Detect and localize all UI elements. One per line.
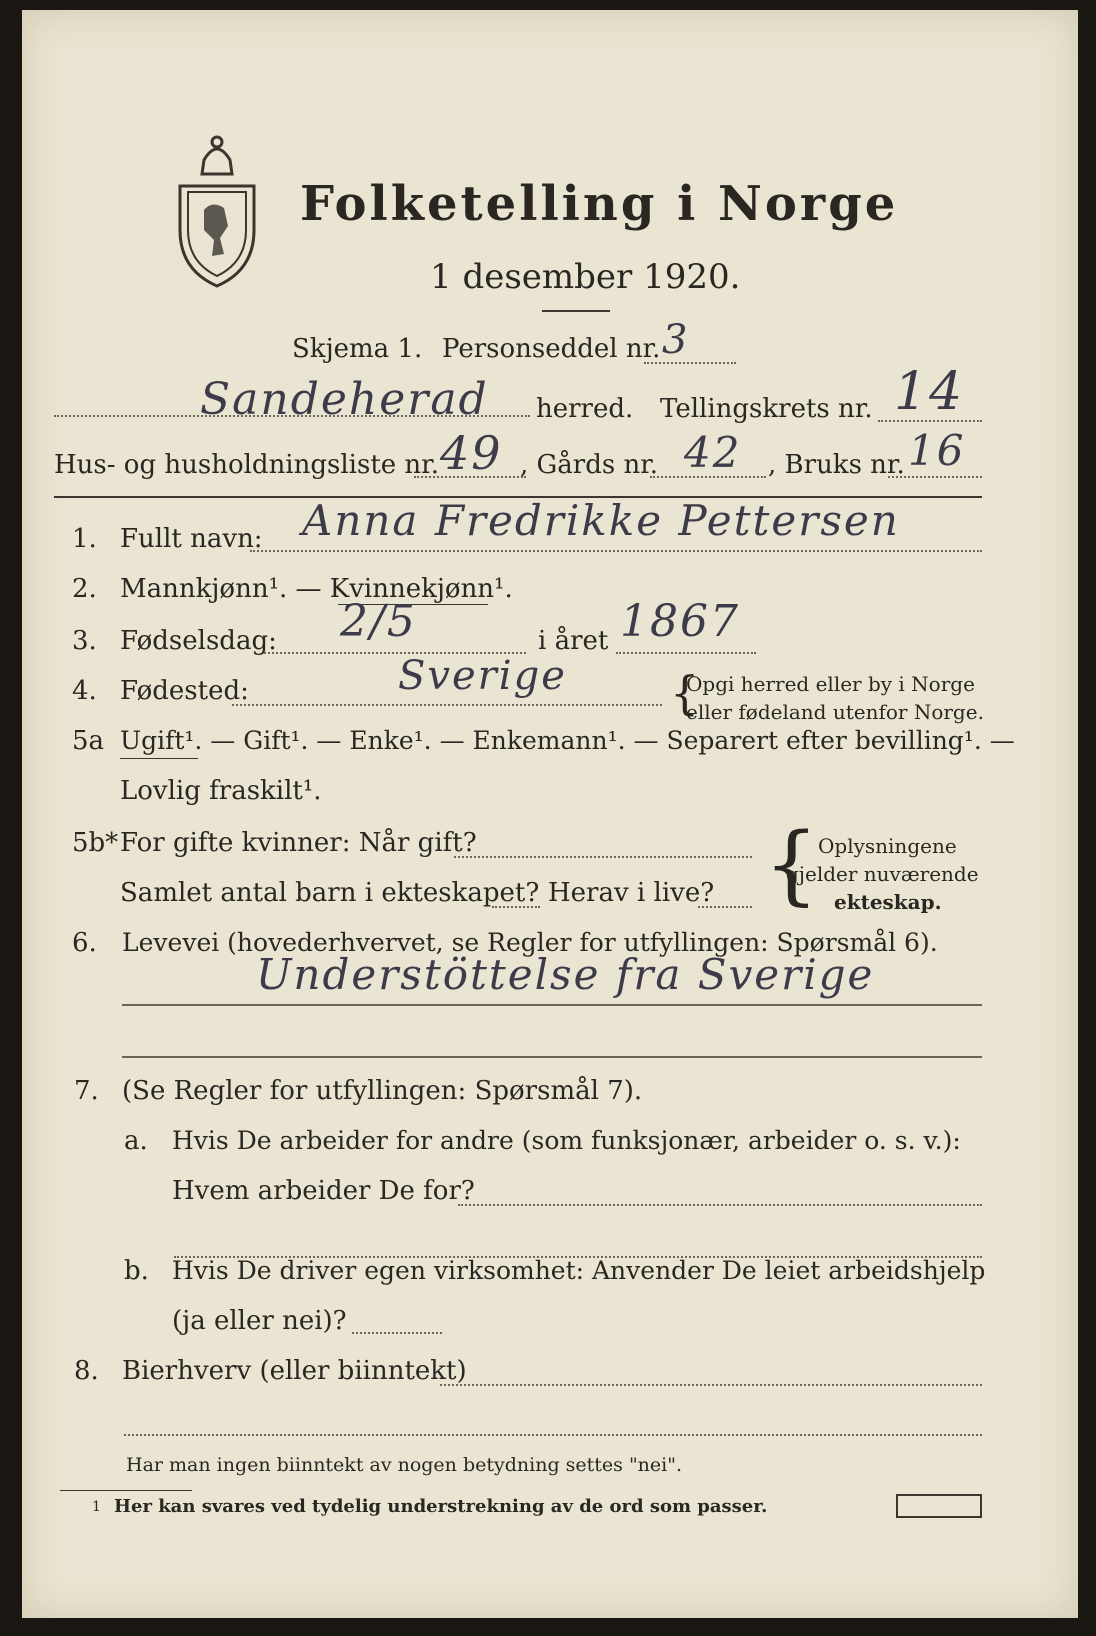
- q5b-line2b: Herav i live?: [548, 878, 715, 908]
- q6-line1[interactable]: [122, 1004, 982, 1006]
- q3-year-label: i året: [538, 626, 609, 656]
- q5a-underline-ugift: [120, 758, 198, 759]
- q5b-note-line2: gjelder nuværende: [786, 862, 979, 886]
- norway-coat-of-arms-icon: [174, 130, 260, 290]
- q4-field[interactable]: [232, 704, 662, 706]
- q5b-line2a: Samlet antal barn i ekteskapet?: [120, 878, 540, 908]
- q7b-letter: b.: [124, 1256, 149, 1286]
- q1-number: 1.: [72, 524, 97, 554]
- tellingskrets-value: 14: [894, 362, 965, 422]
- bruks-field[interactable]: [888, 476, 982, 478]
- q5b-note-line1: Oplysningene: [818, 834, 957, 858]
- q8-field-2[interactable]: [124, 1434, 982, 1436]
- q1-value: Anna Fredrikke Pettersen: [302, 496, 900, 545]
- census-form-page: [22, 10, 1078, 1618]
- gards-label: , Gårds nr.: [520, 450, 659, 480]
- q3-year-field[interactable]: [616, 652, 756, 654]
- q5b-note-line3: ekteskap.: [834, 890, 942, 914]
- q2-label: Mannkjønn¹. — Kvinnekjønn¹.: [120, 574, 513, 604]
- q2-number: 2.: [72, 574, 97, 604]
- form-date: 1 desember 1920.: [430, 257, 741, 297]
- q4-note-line2: eller fødeland utenfor Norge.: [686, 700, 984, 724]
- footnote-mark: 1: [92, 1499, 101, 1515]
- q5a-line1: Ugift¹. — Gift¹. — Enke¹. — Enkemann¹. — Separert efter bevilling¹. —: [120, 726, 1015, 755]
- q1-field[interactable]: [250, 550, 982, 552]
- q5b-line1: For gifte kvinner: Når gift?: [120, 828, 477, 858]
- q3-day-value: 2/5: [340, 596, 417, 647]
- q4-note-line1: Opgi herred eller by i Norge: [686, 672, 975, 696]
- q7a-letter: a.: [124, 1126, 148, 1156]
- q5a-number: 5a: [72, 726, 105, 756]
- q3-number: 3.: [72, 626, 97, 656]
- q6-line2[interactable]: [122, 1056, 982, 1058]
- q8-field[interactable]: [440, 1384, 982, 1386]
- hus-value: 49: [440, 426, 503, 480]
- q6-value: Understöttelse fra Sverige: [256, 950, 875, 999]
- q4-note-brace: {: [670, 666, 700, 720]
- q5b-alive-field[interactable]: [698, 906, 752, 908]
- q7a-line1: Hvis De arbeider for andre (som funksjonær, arbeider o. s. v.):: [172, 1126, 961, 1155]
- q4-number: 4.: [72, 676, 97, 706]
- hus-label: Hus- og husholdningsliste nr.: [54, 450, 440, 480]
- q4-value: Sverige: [398, 653, 567, 699]
- herred-label: herred.: [536, 394, 634, 424]
- q8-number: 8.: [74, 1356, 99, 1386]
- personseddel-field[interactable]: [644, 362, 736, 364]
- footnote-text: Her kan svares ved tydelig understrekning av de ord som passer.: [114, 1496, 768, 1517]
- q3-label: Fødselsdag:: [120, 626, 277, 656]
- personseddel-value: 3: [662, 317, 690, 363]
- q7a-employer-field[interactable]: [458, 1204, 982, 1206]
- q7-number: 7.: [74, 1076, 99, 1106]
- q5b-married-field[interactable]: [454, 856, 752, 858]
- q5b-note-brace: {: [764, 815, 819, 915]
- skjema-label: Skjema 1.: [292, 334, 423, 364]
- q5b-children-field[interactable]: [492, 906, 540, 908]
- q7b-field[interactable]: [352, 1332, 442, 1334]
- bruks-value: 16: [908, 426, 966, 475]
- q7b-line2: (ja eller nei)?: [172, 1306, 347, 1336]
- bruks-label: , Bruks nr.: [768, 450, 905, 480]
- q8-note: Har man ingen biinntekt av nogen betydning settes "nei".: [126, 1454, 683, 1476]
- q5b-number: 5b*: [72, 828, 119, 858]
- footnote-rule: [60, 1490, 192, 1491]
- q8-label: Bierhverv (eller biinntekt): [122, 1356, 467, 1386]
- gards-value: 42: [684, 428, 742, 477]
- tellingskrets-label: Tellingskrets nr.: [660, 394, 873, 424]
- q6-number: 6.: [72, 928, 97, 958]
- q6-label: Levevei (hovederhvervet, se Regler for utfyllingen: Spørsmål 6).: [122, 928, 938, 957]
- q7-label: (Se Regler for utfyllingen: Spørsmål 7).: [122, 1076, 643, 1106]
- title-divider: [542, 310, 610, 312]
- q7a-line2: Hvem arbeider De for?: [172, 1176, 475, 1206]
- q4-label: Fødested:: [120, 676, 249, 706]
- q1-label: Fullt navn:: [120, 524, 263, 554]
- q5a-line2: Lovlig fraskilt¹.: [120, 776, 322, 806]
- form-title: Folketelling i Norge: [300, 176, 899, 232]
- q7b-line1: Hvis De driver egen virksomhet: Anvender De leiet arbeidshjelp: [172, 1256, 986, 1285]
- printer-stamp-icon: [896, 1494, 982, 1518]
- personseddel-label: Personseddel nr.: [442, 334, 661, 364]
- herred-value: Sandeherad: [200, 374, 489, 425]
- q3-year-value: 1867: [620, 596, 740, 647]
